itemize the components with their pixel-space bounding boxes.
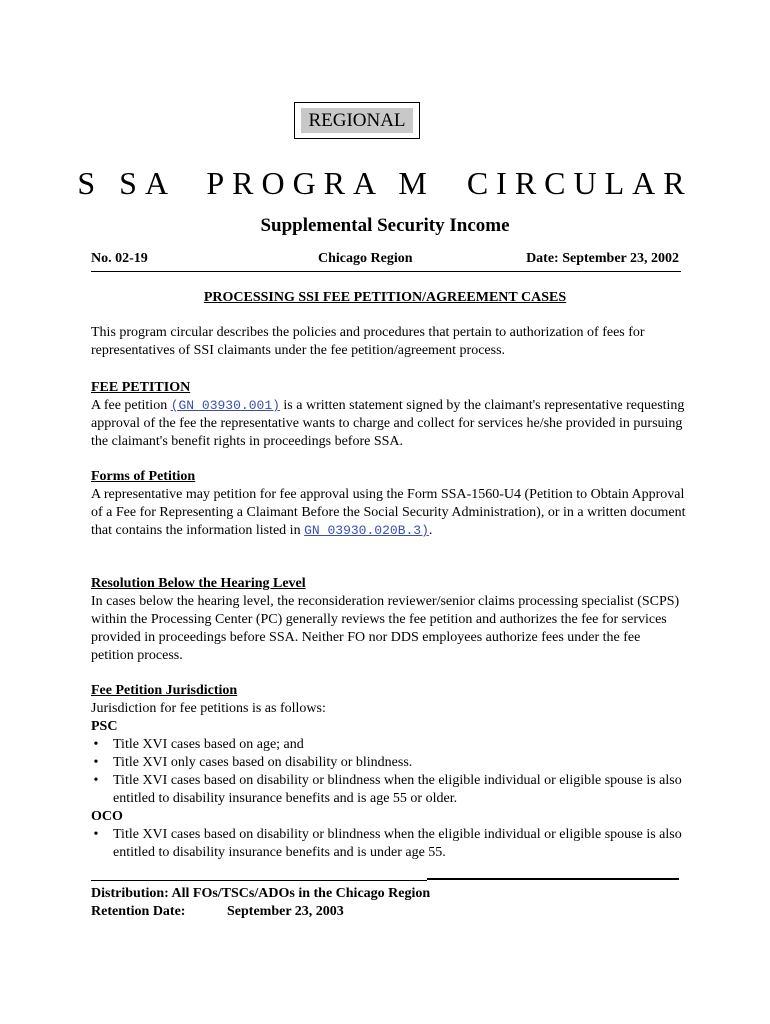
- list-item: • Title XVI cases based on disability or blindness when the eligible individual or eligible spouse is also entitled to disability insurance benefits and is age 55 or older.: [91, 772, 686, 808]
- circular-title: S SA PROGRA M CIRCULAR: [77, 165, 693, 201]
- distribution-line: Distribution: All FOs/TSCs/ADOs in the Chicago Region: [91, 886, 431, 901]
- gn-03930-020-link[interactable]: GN 03930.020B.3): [304, 523, 429, 538]
- oco-label: OCO: [91, 809, 123, 824]
- retention-label: Retention Date:: [91, 904, 186, 919]
- footer-divider-right: [427, 878, 679, 880]
- retention-date: September 23, 2003: [227, 904, 344, 919]
- fee-petition-heading: FEE PETITION: [91, 380, 191, 395]
- forms-text-after: .: [428, 523, 433, 538]
- footer-divider-left: [91, 880, 427, 881]
- bullet-icon: •: [93, 755, 99, 770]
- psc-list: [91, 736, 686, 808]
- distribution-block: [91, 885, 430, 921]
- regional-label: REGIONAL: [301, 108, 413, 133]
- resolution-heading: Resolution Below the Hearing Level: [91, 576, 306, 591]
- circular-meta-row: [91, 249, 681, 272]
- document-title: PROCESSING SSI FEE PETITION/AGREEMENT CASES: [203, 290, 567, 305]
- subtitle: Supplemental Security Income: [260, 215, 510, 236]
- retention-line: [91, 903, 430, 921]
- psc-label: PSC: [91, 719, 118, 734]
- regional-badge: [294, 102, 420, 139]
- resolution-text: In cases below the hearing level, the reconsideration reviewer/senior claims processing specialist (SCPS) within the Processing Center (PC) generally reviews the fee petition and authorizes the fee for services provided in proceedings before SSA. Neither FO nor DDS employees authorize fees under the fee petition process.: [91, 594, 680, 663]
- forms-of-petition-text: [91, 486, 686, 540]
- bullet-icon: •: [93, 737, 99, 752]
- fee-petition-section: [91, 379, 686, 451]
- gn-03930-001-link[interactable]: (GN 03930.001): [170, 398, 280, 413]
- fee-petition-text-after: is a written statement signed by the claimant's representative requesting approval of the fee the representative wants to charge and collect for services he/she provided in pursuing the claimant's benefit rights in proceedings before SSA.: [91, 398, 688, 449]
- resolution-section: [91, 575, 686, 665]
- list-item: • Title XVI cases based on disability or blindness when the eligible individual or eligible spouse is also entitled to disability insurance benefits and is under age 55.: [91, 826, 686, 862]
- jurisdiction-intro: Jurisdiction for fee petitions is as follows:: [91, 701, 326, 716]
- bullet-icon: •: [93, 773, 99, 788]
- list-item: • Title XVI cases based on age; and: [91, 736, 686, 754]
- oco-list: [91, 826, 686, 862]
- fee-petition-text: [91, 397, 686, 451]
- forms-of-petition-heading: Forms of Petition: [91, 469, 196, 484]
- circular-number: No. 02-19: [91, 251, 148, 266]
- forms-of-petition-section: [91, 468, 686, 540]
- circular-region: Chicago Region: [318, 251, 413, 266]
- jurisdiction-heading: Fee Petition Jurisdiction: [91, 683, 238, 698]
- circular-date: Date: September 23, 2002: [526, 251, 679, 266]
- forms-text-before: A representative may petition for fee approval using the Form SSA-1560-U4 (Petition to Obtain Approval of a Fee for Representing a Claimant Before the Social Security Administration), or in a written document that contains the information listed in: [91, 487, 686, 538]
- bullet-icon: •: [93, 827, 99, 842]
- list-item: • Title XVI only cases based on disability or blindness.: [91, 754, 686, 772]
- intro-paragraph: This program circular describes the policies and procedures that pertain to authorization of fees for representatives of SSI claimants under the fee petition/agreement process.: [91, 325, 645, 358]
- fee-petition-text-before: A fee petition: [91, 398, 171, 413]
- jurisdiction-section: [91, 682, 686, 862]
